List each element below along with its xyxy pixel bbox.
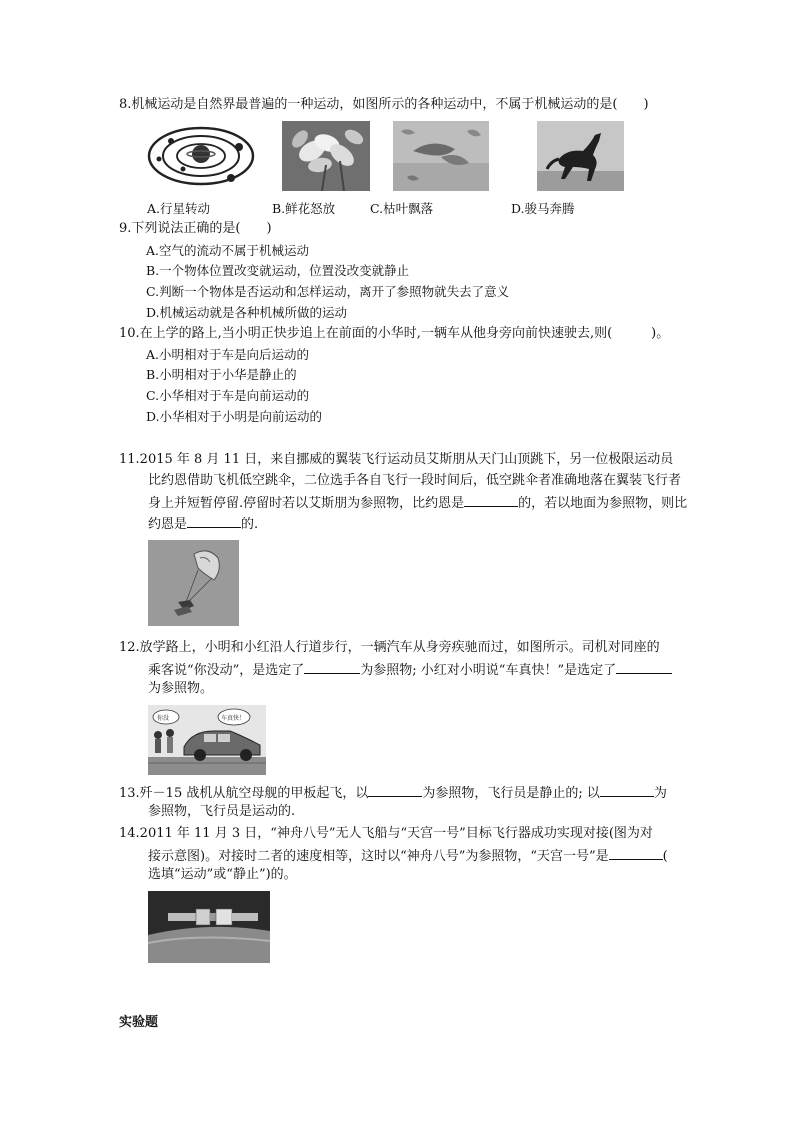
q10-option-b: B.小明相对于小华是静止的: [146, 367, 297, 382]
section-title-experiment: 实验题: [119, 1015, 159, 1030]
q11-line-2: 比约恩借助飞机低空跳伞，二位选手各自飞行一段时间后，低空跳伞者准确地落在翼装飞行者: [148, 473, 682, 488]
q8-option-d: D.骏马奔腾: [511, 201, 575, 216]
q12-line-3: 为参照物。: [148, 681, 214, 696]
q9-option-b: B.一个物体位置改变就运动，位置没改变就静止: [146, 263, 410, 278]
q11-line-3-text-b: 的，若以地面为参照物，则比: [518, 496, 688, 511]
spacecraft-docking-image: [148, 891, 270, 963]
q11-answer-blank-2[interactable]: [187, 514, 241, 528]
q13-line-2: 参照物，飞行员是运动的.: [148, 804, 296, 819]
q11-line-4: [148, 514, 258, 534]
q11-answer-blank-1[interactable]: [464, 493, 518, 507]
q12-answer-blank-2[interactable]: [616, 660, 672, 674]
q10-stem: 10.在上学的路上,当小明正快步追上在前面的小华时,一辆车从他身旁向前快速驶去,则( )。: [119, 326, 670, 341]
q13-line-1: [119, 783, 667, 803]
q11-line-4-text-b: 的.: [241, 517, 259, 532]
bubble-left-text: 你没: [157, 715, 170, 722]
q8-option-a: A.行星转动: [147, 201, 211, 216]
q11-line-4-text-a: 约恩是: [148, 517, 188, 532]
q13-line-1-text-c: 为: [653, 786, 667, 801]
q12-line-2-text-a: 乘客说“你没动”，是选定了: [148, 663, 305, 678]
q14-line-2-text-a: 接示意图)。对接时二者的速度相等，这时以“神舟八号”为参照物，“天宫一号”是: [148, 849, 609, 864]
q13-line-1-text-b: 为参照物，飞行员是静止的; 以: [422, 786, 600, 801]
q13-line-1-text-a: 13.歼－15 战机从航空母舰的甲板起飞，以: [119, 786, 369, 801]
q14-line-1: 14.2011 年 11 月 3 日，“神舟八号”无人飞船与“天宫一号”目标飞行器成功实现对接(图为对: [119, 826, 653, 841]
q13-answer-blank-1[interactable]: [368, 783, 422, 797]
blooming-flowers-image: [282, 121, 370, 191]
bubble-right-text: 车真快！: [221, 715, 246, 722]
q8-stem: 8.机械运动是自然界最普遍的一种运动，如图所示的各种运动中，不属于机械运动的是( ): [119, 97, 649, 112]
q12-line-2: [148, 660, 672, 680]
q9-option-c: C.判断一个物体是否运动和怎样运动，离开了参照物就失去了意义: [146, 284, 510, 299]
q9-stem: 9.下列说法正确的是( ): [119, 221, 272, 236]
q14-line-2: [148, 846, 668, 866]
q13-answer-blank-2[interactable]: [600, 783, 654, 797]
q14-line-3: 选填“运动”或“静止”)的。: [148, 867, 297, 882]
q10-option-d: D.小华相对于小明是向前运动的: [146, 409, 323, 424]
q10-option-a: A.小明相对于车是向后运动的: [146, 347, 310, 362]
q12-line-1: 12.放学路上，小明和小红沿人行道步行，一辆汽车从身旁疾驰而过，如图所示。司机对同座的: [119, 640, 660, 655]
q10-option-c: C.小华相对于车是向前运动的: [146, 388, 310, 403]
parachute-jump-image: [148, 540, 239, 626]
q9-option-a: A.空气的流动不属于机械运动: [146, 243, 310, 258]
planets-orbit-image: [147, 121, 255, 191]
q12-answer-blank-1[interactable]: [304, 660, 360, 674]
q8-option-b: B.鲜花怒放: [272, 201, 336, 216]
q14-line-2-text-b: (: [662, 849, 668, 864]
q9-option-d: D.机械运动就是各种机械所做的运动: [146, 305, 348, 320]
q11-line-3-text-a: 身上并短暂停留.停留时若以艾斯朋为参照物，比约恩是: [148, 496, 465, 511]
q14-answer-blank[interactable]: [609, 846, 663, 860]
q11-line-1: 11.2015 年 8 月 11 日，来自挪威的翼装飞行运动员艾斯朋从天门山顶跳下，另一位极限运动员: [119, 452, 674, 467]
q11-line-3: [148, 493, 687, 513]
galloping-horse-image: [537, 121, 624, 191]
q12-line-2-text-b: 为参照物; 小红对小明说“车真快！”是选定了: [360, 663, 617, 678]
q8-option-c: C.枯叶飘落: [370, 201, 434, 216]
falling-leaves-image: [393, 121, 489, 191]
street-car-cartoon-image: [148, 705, 266, 775]
